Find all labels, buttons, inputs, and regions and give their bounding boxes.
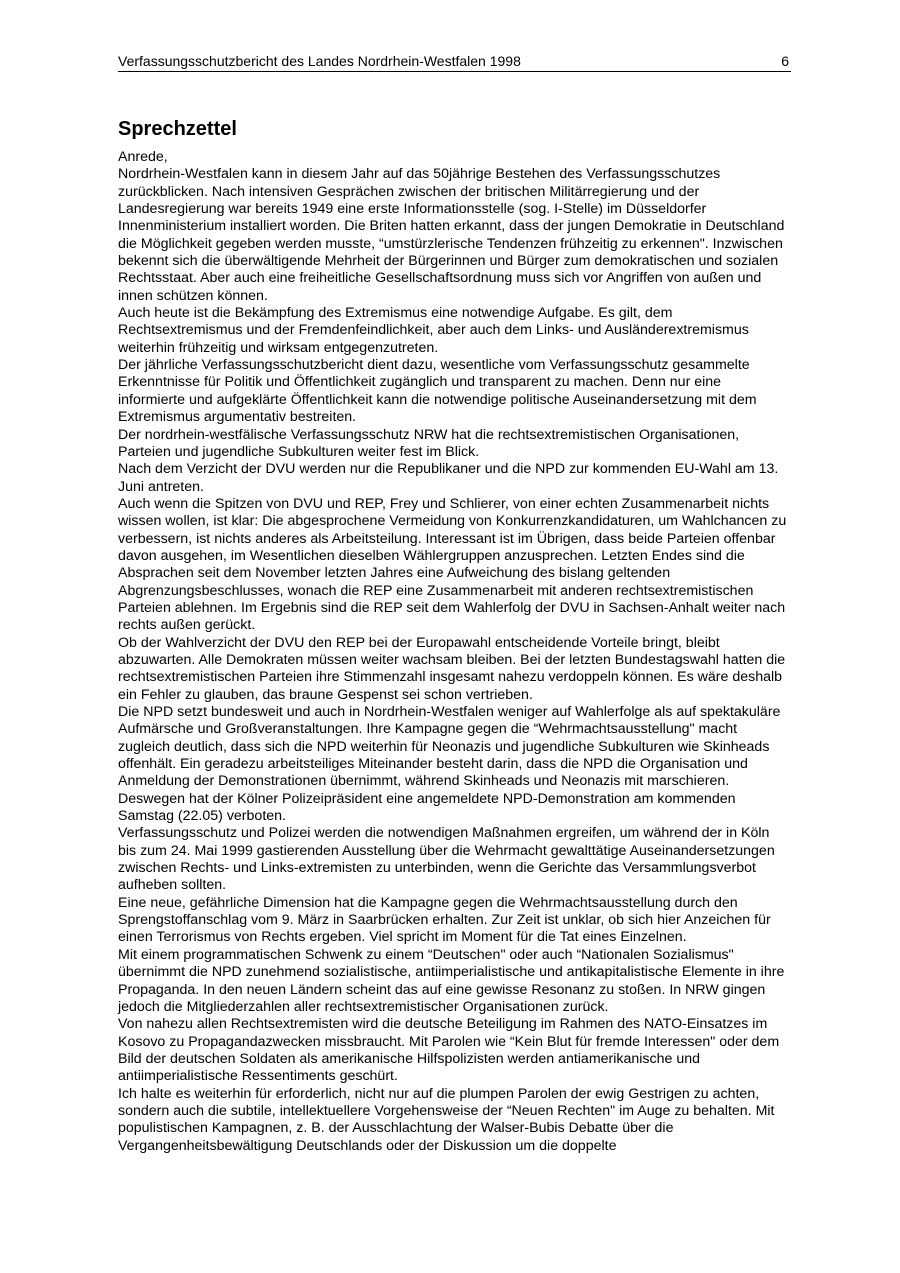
paragraph: Auch wenn die Spitzen von DVU und REP, Frey und Schlierer, von einer echten Zusammenarbeit nichts wissen wollen, ist klar: Die abgesprochene Vermeidung von Konkurrenzkandidaturen, um Wahlchancen zu verbessern, ist nichts anderes als Arbeitsteilung. Interessant ist im Übrigen, dass beide Parteien offenbar davon ausgehen, im Wesentlichen dieselben Wählergruppen anzusprechen. Letzten Endes sind die Absprachen seit dem November letzten Jahres eine Aufweichung des bislang geltenden Abgrenzungsbeschlusses, wonach die REP eine Zusammenarbeit mit anderen rechtsextremistischen Parteien ablehnen. Im Ergebnis sind die REP seit dem Wahlerfolg der DVU in Sachsen-Anhalt weiter nach rechts außen gerückt. — [118, 495, 787, 634]
paragraph: Der nordrhein-westfälische Verfassungsschutz NRW hat die rechtsextremistischen Organisationen, Parteien und jugendliche Subkulturen weiter fest im Blick. — [118, 426, 740, 460]
paragraph: Von nahezu allen Rechtsextremisten wird die deutsche Beteiligung im Rahmen des NATO-Einsatzes im Kosovo zu Propagandazwecken missbraucht. Mit Parolen wie “Kein Blut für fremde Interessen" oder dem Bild der deutschen Soldaten als amerikanische Hilfspolizisten werden antiamerikanische und antiimperialistische Ressentiments geschürt. — [118, 1016, 780, 1085]
paragraph: Ob der Wahlverzicht der DVU den REP bei der Europawahl entscheidende Vorteile bringt, bleibt abzuwarten. Alle Demokraten müssen weiter wachsam bleiben. Bei der letzten Bundestagswahl hatten die rechtsextremistischen Parteien ihre Stimmenzahl insgesamt nahezu verdoppeln können. Es wäre deshalb ein Fehler zu glauben, das braune Gespenst sei schon vertrieben. — [118, 634, 786, 703]
paragraph: Nordrhein-Westfalen kann in diesem Jahr auf das 50jährige Bestehen des Verfassungsschutzes zurückblicken. Nach intensiven Gesprächen zwischen der britischen Militärregierung und der Landesregierung war bereits 1949 eine erste Informationsstelle (sog. I-Stelle) im Düsseldorfer Innenministerium installiert worden. Die Briten hatten erkannt, dass der jungen Demokratie in Deutschland die Möglichkeit gegeben werden musste, “umstürzlerische Tendenzen frühzeitig zu erkennen". Inzwischen bekennt sich die überwältigende Mehrheit der Bürgerinnen und Bürger zum demokratischen und sozialen Rechtsstaat. Aber auch eine freiheitliche Gesellschaftsordnung muss sich vor Angriffen von außen und innen schützen können. — [118, 166, 785, 304]
paragraph-list — [118, 149, 788, 1155]
paragraph: Eine neue, gefährliche Dimension hat die Kampagne gegen die Wehrmachtsausstellung durch den Sprengstoffanschlag vom 9. März in Saarbrücken erhalten. Zur Zeit ist unklar, ob sich hier Anzeichen für einen Terrorismus von Rechts ergeben. Viel spricht im Moment für die Tat eines Einzelnen. — [118, 894, 771, 946]
paragraph: Nach dem Verzicht der DVU werden nur die Republikaner und die NPD zur kommenden EU-Wahl am 13. Juni antreten. — [118, 461, 779, 495]
document-body — [118, 118, 788, 1155]
paragraph: Verfassungsschutz und Polizei werden die notwendigen Maßnahmen ergreifen, um während der in Köln bis zum 24. Mai 1999 gastierenden Ausstellung über die Wehrmacht gewalttätige Auseinandersetzungen zwischen Rechts- und Links-extremisten zu unterbinden, wenn die Gerichte das Versammlungsverbot aufheben sollten. — [118, 825, 775, 894]
paragraph: Anrede, — [118, 149, 168, 165]
paragraph: Mit einem programmatischen Schwenk zu einem “Deutschen" oder auch “Nationalen Sozialismus" übernimmt die NPD zunehmend sozialistische, antiimperialistische und antikapitalistische Elemente in ihre Propaganda. In den neuen Ländern scheint das auf eine gewisse Resonanz zu stoßen. In NRW gingen jedoch die Mitgliederzahlen aller rechtsextremistischer Organisationen zurück. — [118, 946, 785, 1015]
paragraph: Auch heute ist die Bekämpfung des Extremismus eine notwendige Aufgabe. Es gilt, dem Rechtsextremismus und der Fremdenfeindlichkeit, aber auch dem Links- und Ausländerextremismus weiterhin frühzeitig und wirksam entgegenzutreten. — [118, 305, 749, 356]
paragraph: Die NPD setzt bundesweit und auch in Nordrhein-Westfalen weniger auf Wahlerfolge als auf spektakuläre Aufmärsche und Großveranstaltungen. Ihre Kampagne gegen die “Wehrmachtsausstellung" macht zugleich deutlich, dass sich die NPD weiterhin für Neonazis und jugendliche Subkulturen wie Skinheads offenhält. Ein geradezu arbeitsteiliges Miteinander besteht darin, dass die NPD die Organisation und Anmeldung der Demonstrationen übernimmt, während Skinheads und Neonazis mit marschieren. Deswegen hat der Kölner Polizeipräsident eine angemeldete NPD-Demonstration am kommenden Samstag (22.05) verboten. — [118, 704, 781, 825]
paragraph: Der jährliche Verfassungsschutzbericht dient dazu, wesentliche vom Verfassungsschutz gesammelte Erkenntnisse für Politik und Öffentlichkeit zugänglich und transparent zu machen. Denn nur eine informierte und aufgeklärte Öffentlichkeit kann die notwendige politische Auseinandersetzung mit dem Extremismus argumentativ bestreiten. — [118, 357, 757, 426]
page-header — [118, 53, 791, 72]
document-heading: Sprechzettel — [118, 118, 237, 140]
paragraph: Ich halte es weiterhin für erforderlich, nicht nur auf die plumpen Parolen der ewig Gestrigen zu achten, sondern auch die subtile, intellektuellere Vorgehensweise der “Neuen Rechten" im Auge zu behalten. Mit populistischen Kampagnen, z. B. der Ausschlachtung der Walser-Bubis Debatte über die Vergangenheitsbewältigung Deutschlands oder der Diskussion um die doppelte — [118, 1085, 775, 1154]
page-number: 6 — [781, 53, 789, 69]
header-title: Verfassungsschutzbericht des Landes Nordrhein-Westfalen 1998 — [118, 53, 521, 69]
